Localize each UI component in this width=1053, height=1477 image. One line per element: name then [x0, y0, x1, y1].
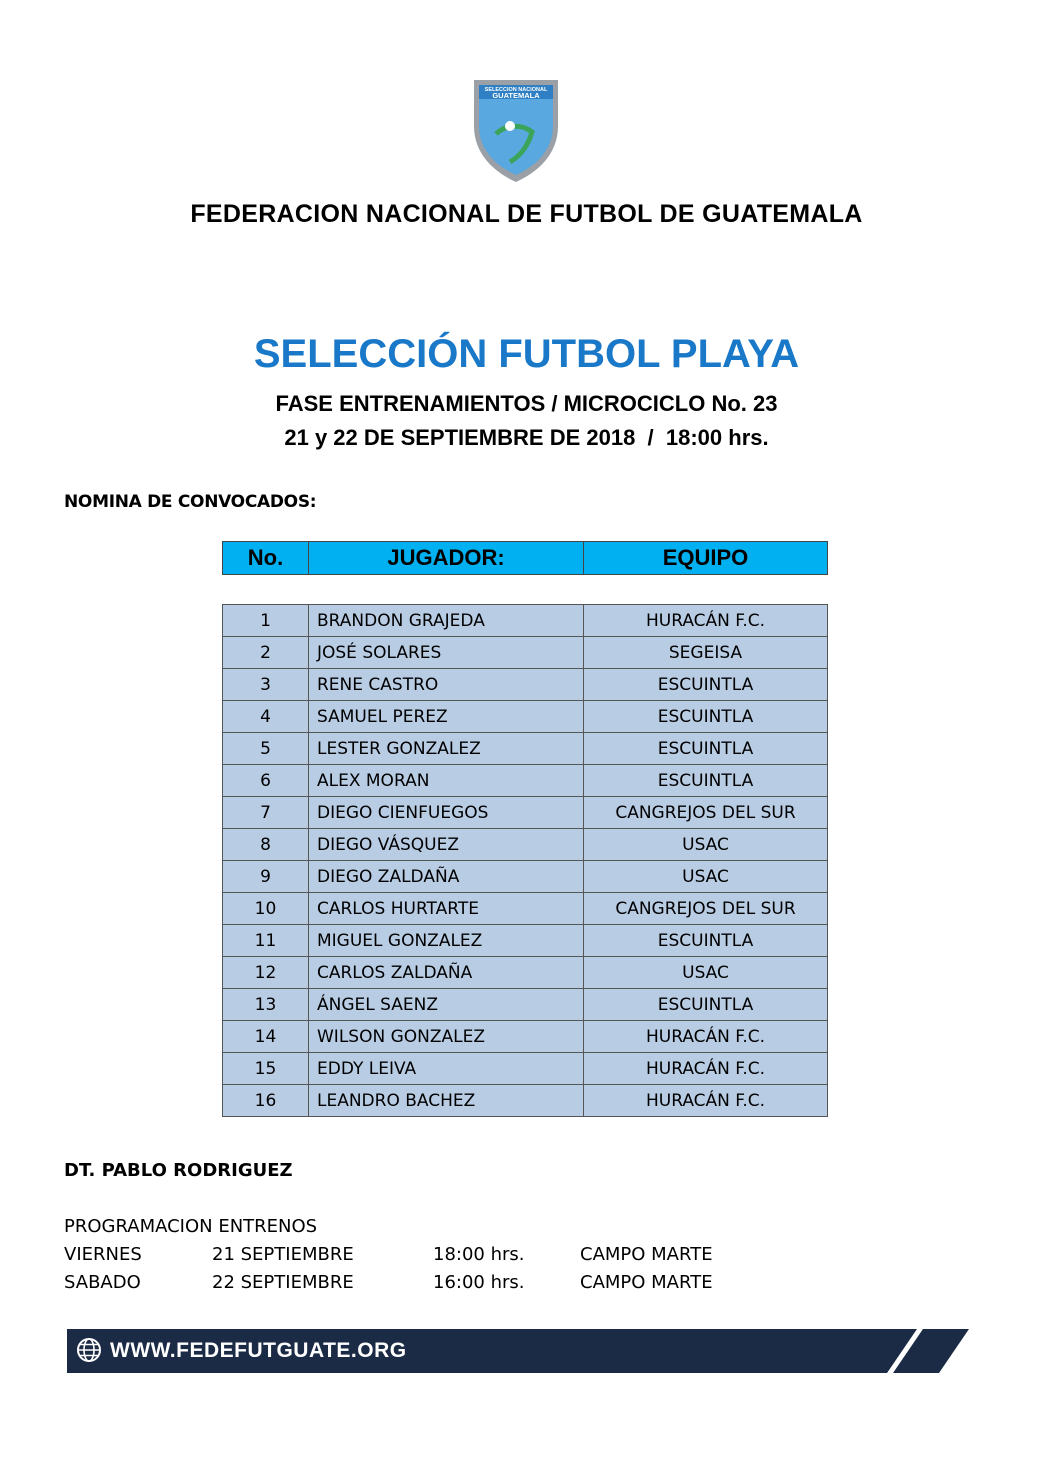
training-schedule [64, 1213, 864, 1297]
player-team: HURACÁN F.C. [584, 605, 828, 637]
schedule-time: 18:00 hrs. [433, 1244, 525, 1265]
player-number: 6 [223, 765, 309, 797]
table-row [223, 861, 828, 893]
player-number: 4 [223, 701, 309, 733]
player-name: DIEGO ZALDAÑA [309, 861, 584, 893]
player-name: ÁNGEL SAENZ [309, 989, 584, 1021]
column-header-player: JUGADOR: [309, 542, 584, 575]
table-row [223, 637, 828, 669]
player-name: LESTER GONZALEZ [309, 733, 584, 765]
table-row [223, 925, 828, 957]
website-link[interactable]: WWW.FEDEFUTGUATE.ORG [110, 1339, 407, 1362]
table-row [223, 765, 828, 797]
player-number: 9 [223, 861, 309, 893]
player-number: 3 [223, 669, 309, 701]
player-team: SEGEISA [584, 637, 828, 669]
player-team: HURACÁN F.C. [584, 1021, 828, 1053]
schedule-row [64, 1269, 864, 1297]
player-number: 1 [223, 605, 309, 637]
table-row [223, 1085, 828, 1117]
table-row [223, 797, 828, 829]
player-name: DIEGO CIENFUEGOS [309, 797, 584, 829]
player-team: HURACÁN F.C. [584, 1053, 828, 1085]
schedule-title-row [64, 1213, 864, 1241]
player-number: 14 [223, 1021, 309, 1053]
schedule-date: 22 SEPTIEMBRE [212, 1272, 354, 1293]
player-name: DIEGO VÁSQUEZ [309, 829, 584, 861]
player-number: 11 [223, 925, 309, 957]
player-name: SAMUEL PEREZ [309, 701, 584, 733]
globe-icon [76, 1337, 102, 1363]
player-team: ESCUINTLA [584, 765, 828, 797]
player-name: WILSON GONZALEZ [309, 1021, 584, 1053]
player-team: ESCUINTLA [584, 925, 828, 957]
player-number: 8 [223, 829, 309, 861]
coach-name: DT. PABLO RODRIGUEZ [64, 1160, 293, 1181]
roster-table [222, 604, 828, 1117]
federation-crest-logo [470, 76, 562, 184]
player-number: 15 [223, 1053, 309, 1085]
player-name: CARLOS ZALDAÑA [309, 957, 584, 989]
table-row [223, 829, 828, 861]
player-name: BRANDON GRAJEDA [309, 605, 584, 637]
column-header-number: No. [223, 542, 309, 575]
table-row [223, 989, 828, 1021]
player-name: MIGUEL GONZALEZ [309, 925, 584, 957]
table-row [223, 1053, 828, 1085]
schedule-time: 16:00 hrs. [433, 1272, 525, 1293]
schedule-place: CAMPO MARTE [580, 1244, 713, 1265]
table-row [223, 733, 828, 765]
table-row [223, 957, 828, 989]
roster-header-table [222, 541, 828, 575]
table-row [223, 701, 828, 733]
player-team: ESCUINTLA [584, 989, 828, 1021]
player-team: ESCUINTLA [584, 669, 828, 701]
page-title: SELECCIÓN FUTBOL PLAYA [253, 332, 800, 376]
player-name: CARLOS HURTARTE [309, 893, 584, 925]
crest-text-top: SELECCION NACIONAL [484, 87, 548, 93]
player-team: CANGREJOS DEL SUR [584, 797, 828, 829]
table-row [223, 605, 828, 637]
player-number: 10 [223, 893, 309, 925]
schedule-row [64, 1241, 864, 1269]
subtitle-phase: FASE ENTRENAMIENTOS / MICROCICLO No. 23 [275, 391, 778, 416]
schedule-day: VIERNES [64, 1244, 142, 1265]
crest-text-main: GUATEMALA [492, 91, 540, 100]
player-name: JOSÉ SOLARES [309, 637, 584, 669]
column-header-team: EQUIPO [584, 542, 828, 575]
player-name: EDDY LEIVA [309, 1053, 584, 1085]
player-number: 5 [223, 733, 309, 765]
federation-title: FEDERACION NACIONAL DE FUTBOL DE GUATEMALA [190, 200, 863, 228]
player-name: LEANDRO BACHEZ [309, 1085, 584, 1117]
player-number: 12 [223, 957, 309, 989]
player-team: USAC [584, 829, 828, 861]
schedule-date: 21 SEPTIEMBRE [212, 1244, 354, 1265]
table-row [223, 1021, 828, 1053]
player-team: USAC [584, 957, 828, 989]
schedule-place: CAMPO MARTE [580, 1272, 713, 1293]
player-name: ALEX MORAN [309, 765, 584, 797]
player-team: USAC [584, 861, 828, 893]
table-row [223, 669, 828, 701]
player-number: 13 [223, 989, 309, 1021]
player-team: CANGREJOS DEL SUR [584, 893, 828, 925]
player-number: 7 [223, 797, 309, 829]
table-row [223, 893, 828, 925]
schedule-title: PROGRAMACION ENTRENOS [64, 1216, 318, 1237]
player-team: ESCUINTLA [584, 701, 828, 733]
player-number: 16 [223, 1085, 309, 1117]
nomina-label: NOMINA DE CONVOCADOS: [64, 492, 317, 512]
subtitle-dates: 21 y 22 DE SEPTIEMBRE DE 2018 / 18:00 hrs. [284, 425, 769, 450]
schedule-day: SABADO [64, 1272, 141, 1293]
player-number: 2 [223, 637, 309, 669]
player-name: RENE CASTRO [309, 669, 584, 701]
player-team: HURACÁN F.C. [584, 1085, 828, 1117]
player-team: ESCUINTLA [584, 733, 828, 765]
